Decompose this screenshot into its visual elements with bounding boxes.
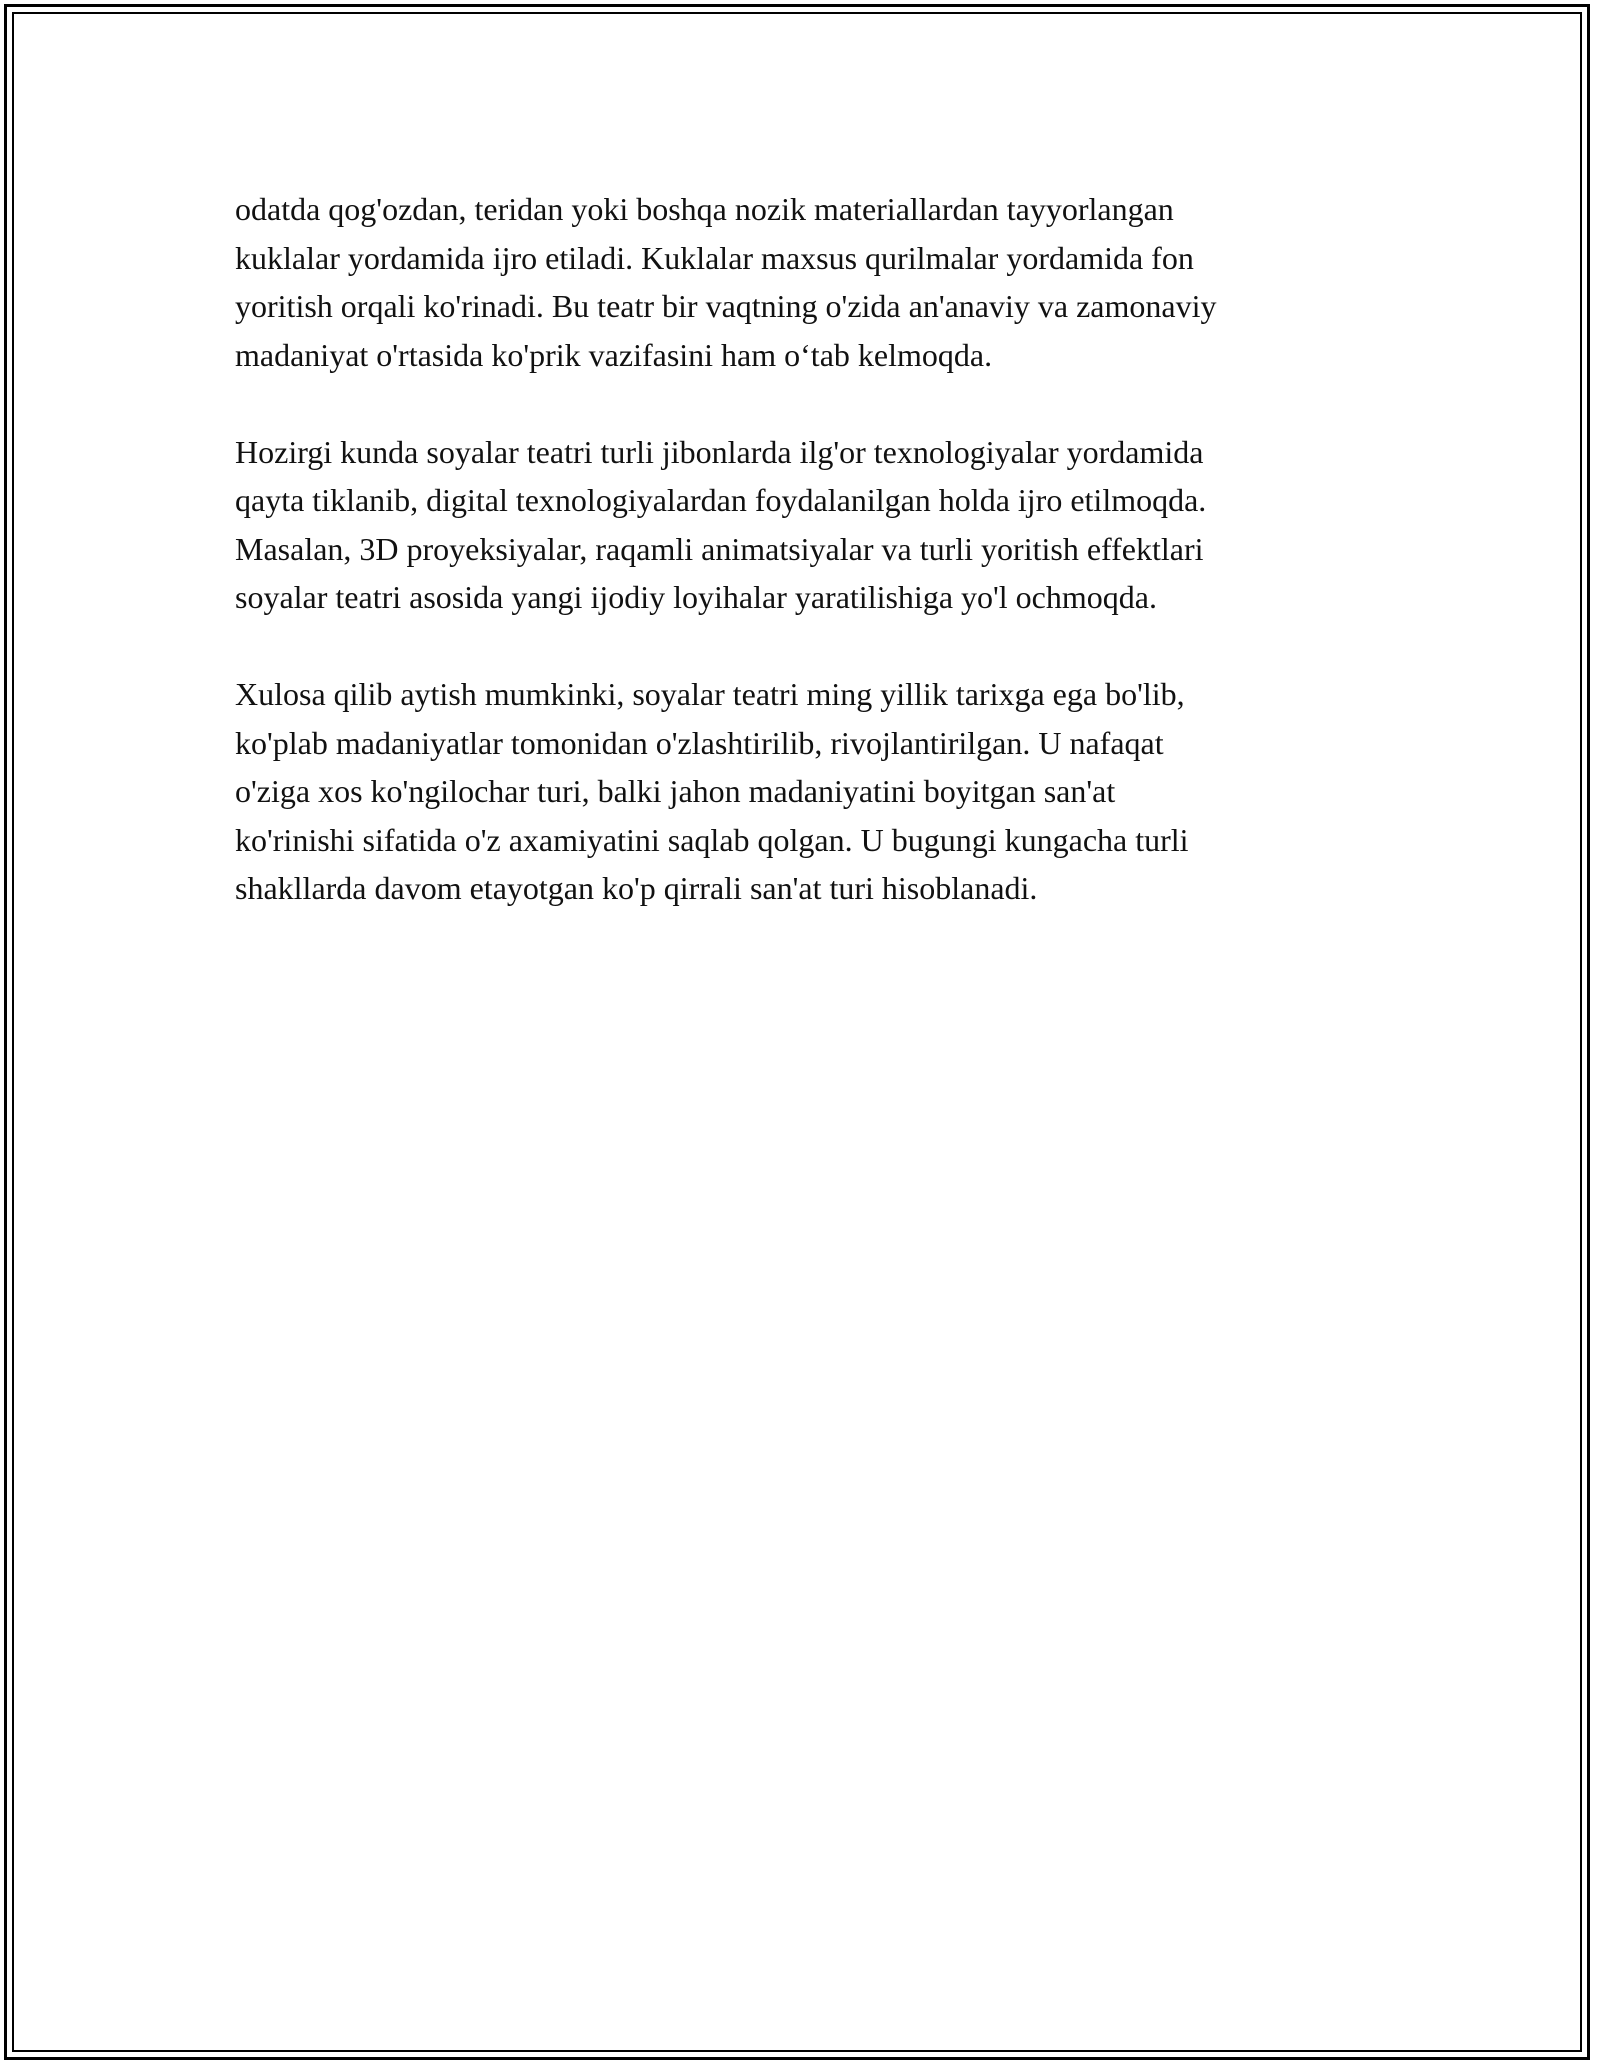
text-line: yoritish orqali ko'rinadi. Bu teatr bir vaqtning o'zida an'anaviy va zamonaviy: [235, 288, 1217, 324]
text-line: Hozirgi kunda soyalar teatri turli jibonlarda ilg'or texnologiyalar yordamida: [235, 433, 1204, 470]
text-line: qayta tiklanib, digital texnologiyalardan foydalanilgan holda ijro etilmoqda.: [235, 482, 1207, 518]
text-line: madaniyat o'rtasida ko'prik vazifasini ham o‘tab kelmoqda.: [235, 336, 993, 373]
text-line: kuklalar yordamida ijro etiladi. Kuklalar maxsus qurilmalar yordamida fon: [235, 239, 1194, 276]
text-line: ko'plab madaniyatlar tomonidan o'zlashtirilib, rivojlantirilgan. U nafaqat: [235, 724, 1164, 761]
paragraph-2: [235, 428, 1385, 622]
paragraph-1: [235, 185, 1385, 379]
document-body: [235, 185, 1385, 961]
text-line: o'ziga xos ko'ngilochar turi, balki jahon madaniyatini boyitgan san'at: [235, 773, 1116, 809]
text-line: Masalan, 3D proyeksiyalar, raqamli animatsiyalar va turli yoritish effektlari: [235, 530, 1204, 567]
text-line: odatda qog'ozdan, teridan yoki boshqa nozik materiallardan tayyorlangan: [235, 191, 1174, 227]
text-line: Xulosa qilib aytish mumkinki, soyalar teatri ming yillik tarixga ega bo'lib,: [235, 676, 1185, 712]
text-line: soyalar teatri asosida yangi ijodiy loyihalar yaratilishiga yo'l ochmoqda.: [235, 579, 1157, 615]
text-line: shakllarda davom etayotgan ko'p qirrali san'at turi hisoblanadi.: [235, 870, 1038, 906]
text-line: ko'rinishi sifatida o'z axamiyatini saqlab qolgan. U bugungi kungacha turli: [235, 821, 1189, 858]
paragraph-3: [235, 670, 1385, 913]
